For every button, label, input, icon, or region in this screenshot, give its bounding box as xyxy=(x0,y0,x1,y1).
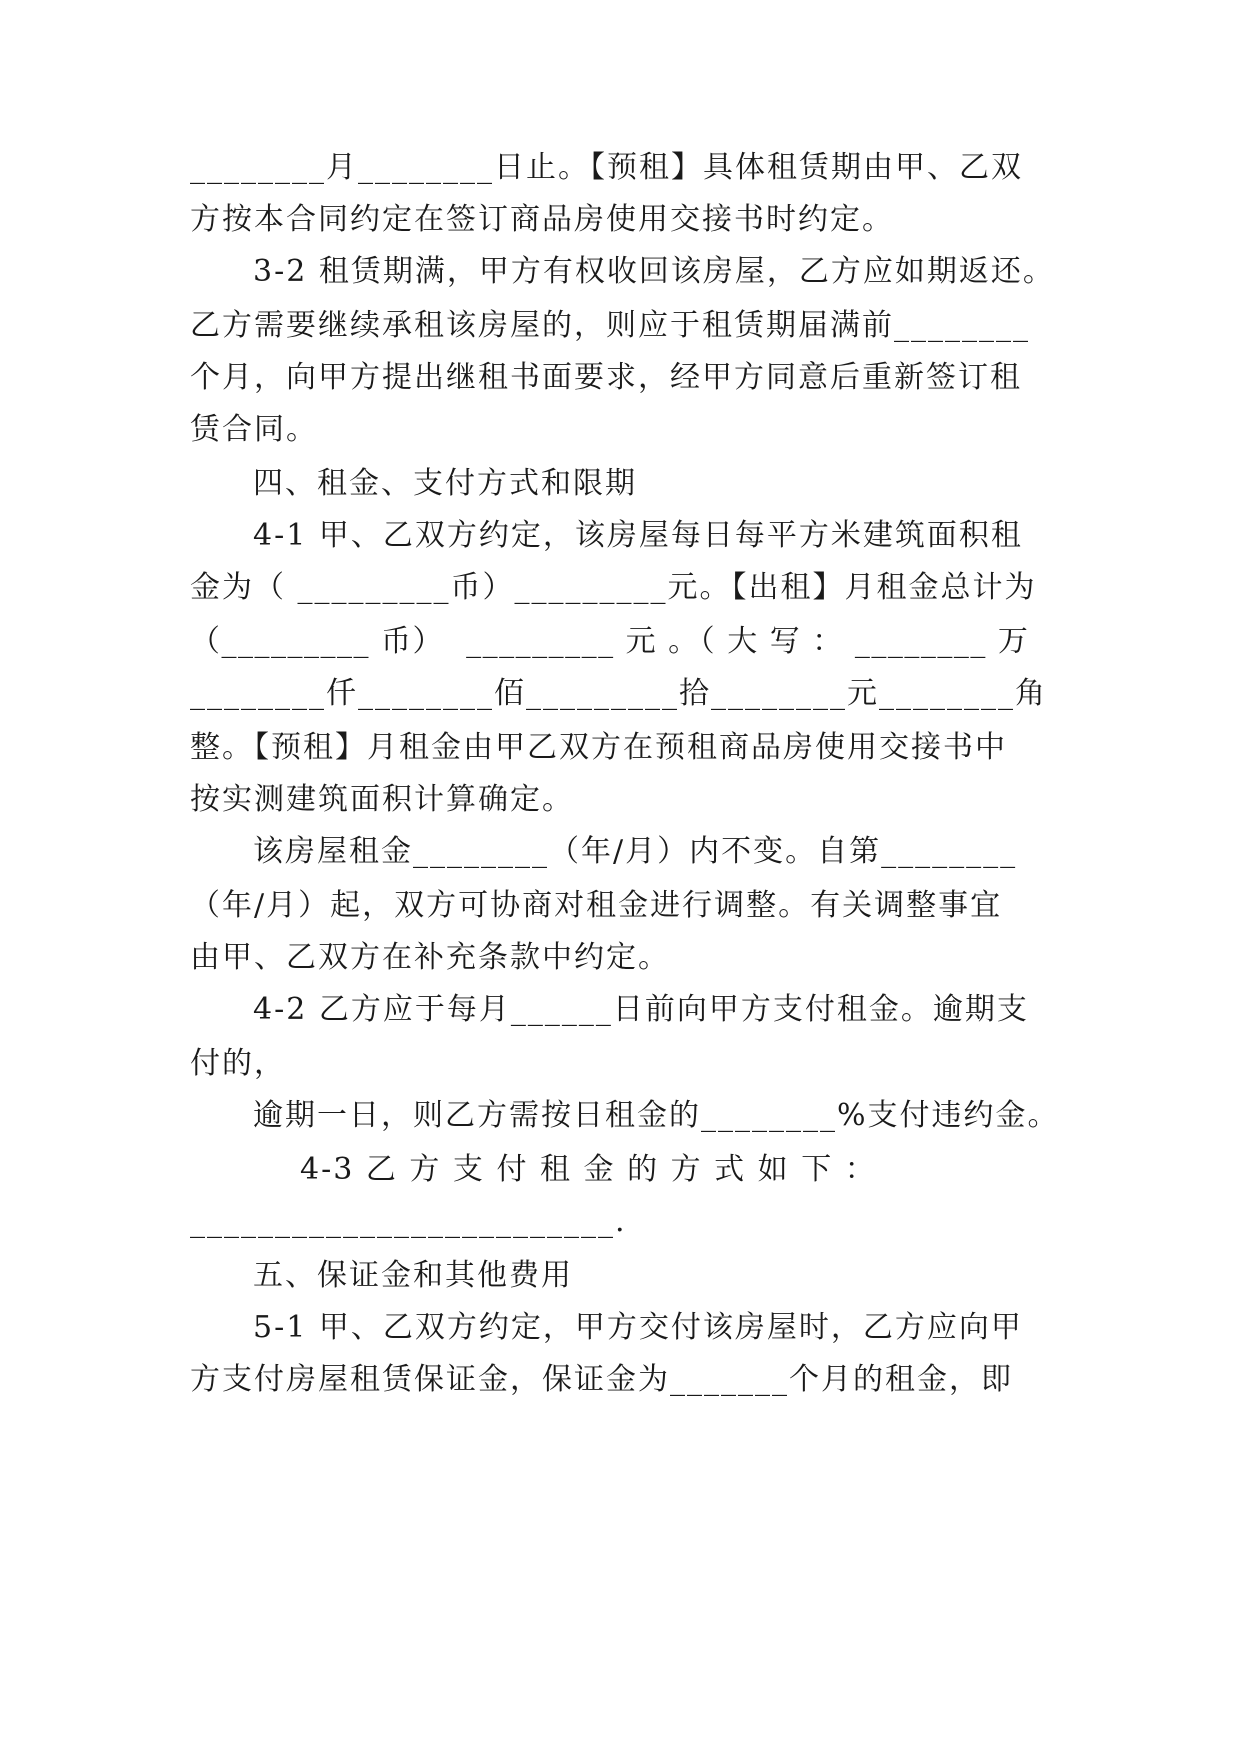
text-line: 4-2 乙方应于每月______日前向甲方支付租金。逾期支 xyxy=(253,992,1029,1027)
text-line: 4-1 甲、乙双方约定，该房屋每日每平方米建筑面积租 xyxy=(253,518,1023,553)
text-line: ________月________日止。【预租】具体租赁期由甲、乙双 xyxy=(190,150,1023,185)
section-heading: 五、保证金和其他费用 xyxy=(253,1258,573,1293)
text-line: 金为（ _________币）_________元。【出租】月租金总计为 xyxy=(190,570,1037,605)
text-line: 该房屋租金________（年/月）内不变。自第________ xyxy=(253,834,1018,869)
text-line: 3-2 租赁期满，甲方有权收回该房屋，乙方应如期返还。 xyxy=(253,254,1055,289)
text-line: （年/月）起，双方可协商对租金进行调整。有关调整事宜 xyxy=(190,888,1003,923)
text-line: 4-3 乙 方 支 付 租 金 的 方 式 如 下 ： xyxy=(300,1152,877,1187)
text-line: 赁合同。 xyxy=(190,412,318,447)
text-line: ________仟________佰_________拾________元________角 xyxy=(190,676,1047,711)
text-line: 方支付房屋租赁保证金，保证金为_______个月的租金，即 xyxy=(190,1362,1013,1397)
text-line: 逾期一日，则乙方需按日租金的________%支付违约金。 xyxy=(253,1098,1060,1133)
text-line: 整。【预租】月租金由甲乙双方在预租商品房使用交接书中 xyxy=(190,730,1007,765)
text-line: 按实测建筑面积计算确定。 xyxy=(190,782,574,817)
text-line: _________________________. xyxy=(190,1204,627,1239)
text-line: （_________ 币） _________ 元 。（ 大 写 ： ________ 万 xyxy=(190,624,1030,659)
text-line: 由甲、乙双方在补充条款中约定。 xyxy=(190,940,670,975)
text-line: 乙方需要继续承租该房屋的，则应于租赁期届满前________ xyxy=(190,308,1030,343)
text-line: 个月，向甲方提出继租书面要求，经甲方同意后重新签订租 xyxy=(190,360,1022,395)
text-line: 付的， xyxy=(190,1046,286,1081)
text-line: 5-1 甲、乙双方约定，甲方交付该房屋时，乙方应向甲 xyxy=(253,1310,1023,1345)
text-line: 方按本合同约定在签订商品房使用交接书时约定。 xyxy=(190,202,894,237)
section-heading: 四、租金、支付方式和限期 xyxy=(253,466,637,501)
